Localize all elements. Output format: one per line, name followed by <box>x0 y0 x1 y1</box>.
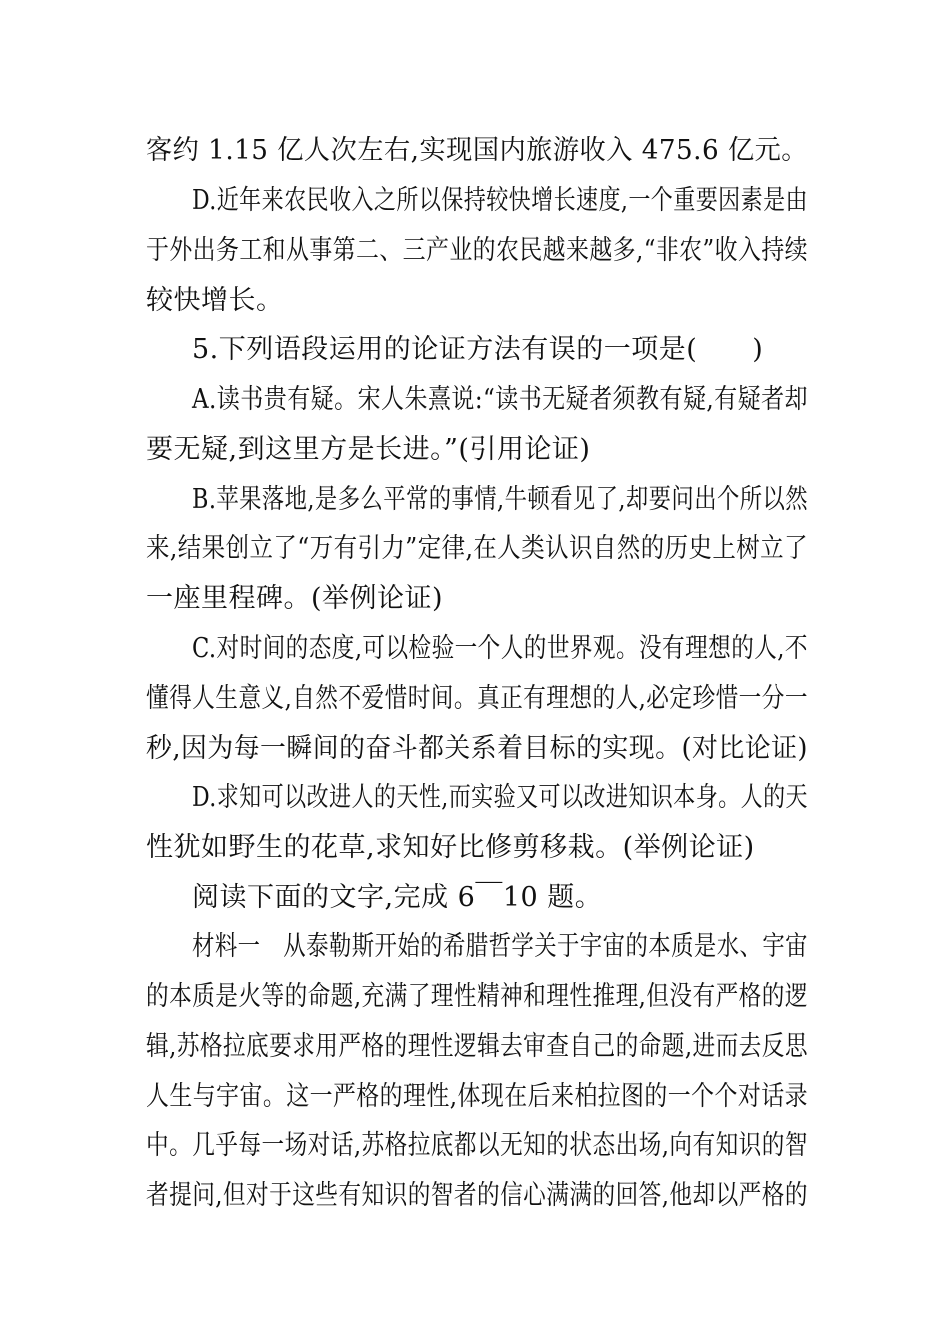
option-a: A.读书贵有疑。宋人朱熹说:“读书无疑者须教有疑,有疑者却 <box>192 384 808 415</box>
option-b-continued: 一座里程碑。(举例论证) <box>146 583 444 614</box>
option-b-continued: 来,结果创立了“万有引力”定律,在人类认识自然的历史上树立了 <box>146 533 808 564</box>
material-one-continued: 人生与宇宙。这一严格的理性,体现在后来柏拉图的一个个对话录 <box>146 1081 808 1112</box>
material-one-continued: 辑,苏格拉底要求用严格的理性逻辑去审查自己的命题,进而去反思 <box>146 1031 808 1062</box>
material-one-continued: 中。几乎每一场对话,苏格拉底都以无知的状态出场,向有知识的智 <box>146 1130 808 1161</box>
question-stem: 5.下列语段运用的论证方法有误的一项是( ) <box>192 334 764 365</box>
text-line: 于外出务工和从事第二、三产业的农民越来越多,“非农”收入持续 <box>146 235 809 266</box>
option-a-continued: 要无疑,到这里方是长进。”(引用论证) <box>146 434 591 465</box>
option-c-continued: 秒,因为每一瞬间的奋斗都关系着目标的实现。(对比论证) <box>146 733 808 764</box>
text-line: 较快增长。 <box>146 285 284 316</box>
text-line: D.近年来农民收入之所以保持较快增长速度,一个重要因素是由 <box>192 185 809 216</box>
text-line: 客约 1.15 亿人次左右,实现国内旅游收入 475.6 亿元。 <box>146 135 808 166</box>
material-one: 材料一 从泰勒斯开始的希腊哲学关于宇宙的本质是水、宇宙 <box>192 931 808 962</box>
material-one-continued: 者提问,但对于这些有知识的智者的信心满满的回答,他却以严格的 <box>146 1180 808 1211</box>
material-one-continued: 的本质是火等的命题,充满了理性精神和理性推理,但没有严格的逻 <box>146 981 808 1012</box>
option-d-continued: 性犹如野生的花草,求知好比修剪移栽。(举例论证) <box>146 832 755 863</box>
option-d: D.求知可以改进人的天性,而实验又可以改进知识本身。人的天 <box>192 782 809 813</box>
reading-instruction: 阅读下面的文字,完成 6￣10 题。 <box>192 882 603 913</box>
option-b: B.苹果落地,是多么平常的事情,牛顿看见了,却要问出个所以然 <box>192 484 809 515</box>
option-c-continued: 懂得人生意义,自然不爱惜时间。真正有理想的人,必定珍惜一分一 <box>146 683 808 714</box>
option-c: C.对时间的态度,可以检验一个人的世界观。没有理想的人,不 <box>192 633 808 664</box>
